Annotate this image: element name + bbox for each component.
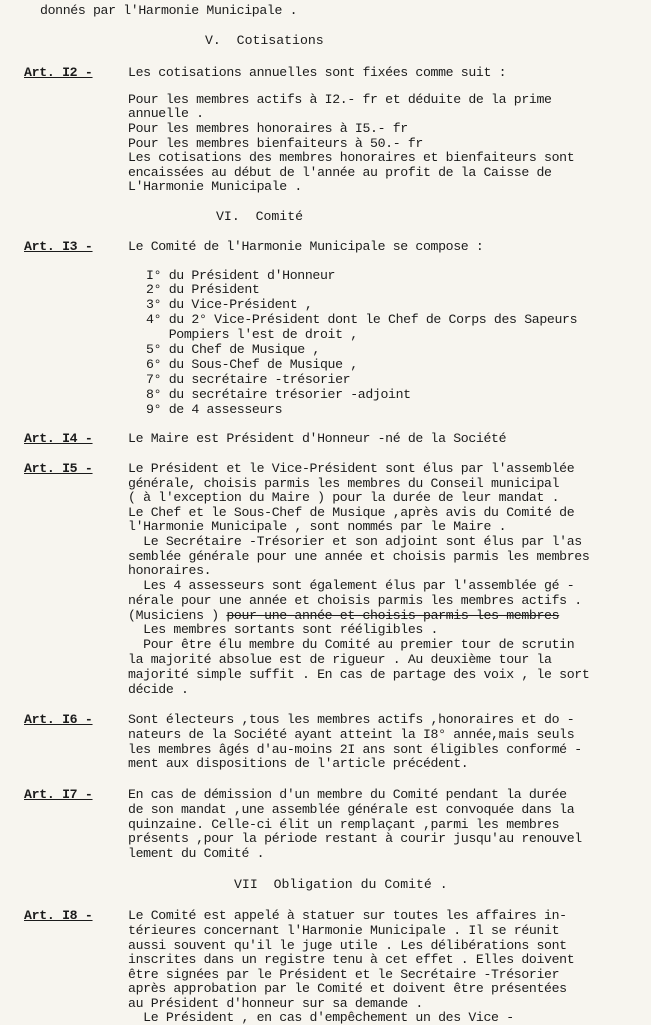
article-17-line: présents ,pour la période restant à courir jusqu'au renouvel xyxy=(128,831,582,846)
article-15-line: l'Harmonie Municipale , sont nommés par le Maire . xyxy=(128,519,507,534)
article-15-line: majorité simple suffit . En cas de partage des voix , le sort xyxy=(128,667,590,682)
struck-text: pour une année et choisis parmis les membres xyxy=(226,608,560,623)
article-label-16: Art. I6 - xyxy=(24,712,93,727)
article-15-line: Les 4 assesseurs sont également élus par l'assemblée gé - xyxy=(128,578,575,593)
article-label-13: Art. I3 - xyxy=(24,239,93,254)
article-13-item: 9° de 4 assesseurs xyxy=(146,402,283,417)
article-12-line: Pour les membres actifs à I2.- fr et déduite de la prime xyxy=(128,92,552,107)
section-heading-cotisations: V. Cotisations xyxy=(205,33,324,48)
article-13-item: Pompiers l'est de droit , xyxy=(146,327,358,342)
article-label-17: Art. I7 - xyxy=(24,787,93,802)
article-15-line: honoraires. xyxy=(128,563,212,578)
article-17-line: lement du Comité . xyxy=(128,846,265,861)
article-18-line: Le Président , en cas d'empêchement un des Vice - xyxy=(128,1010,514,1025)
article-15-line: Le Chef et le Sous-Chef de Musique ,après avis du Comité de xyxy=(128,505,575,520)
article-13-item: 7° du secrétaire -trésorier xyxy=(146,372,351,387)
article-14-text: Le Maire est Président d'Honneur -né de la Société xyxy=(128,431,507,446)
article-12-intro: Les cotisations annuelles sont fixées comme suit : xyxy=(128,65,507,80)
article-15-line: Le Secrétaire -Trésorier et son adjoint sont élus par l'as xyxy=(128,534,582,549)
article-label-12: Art. I2 - xyxy=(24,65,93,80)
article-16-line: ment aux dispositions de l'article précédent. xyxy=(128,756,469,771)
article-13-item: I° du Président d'Honneur xyxy=(146,268,336,283)
article-12-line: Les cotisations des membres honoraires et bienfaiteurs sont xyxy=(128,150,575,165)
article-15-line: Pour être élu membre du Comité au premier tour de scrutin xyxy=(128,637,575,652)
article-18-line: au Président d'honneur sur sa demande . xyxy=(128,996,423,1011)
article-18-line: après approbation par le Comité et doivent être présentées xyxy=(128,981,567,996)
article-16-line: nateurs de la Société ayant atteint la I8° année,mais seuls xyxy=(128,727,575,742)
article-18-line: inscrites dans un registre tenu à cet effet . Elles doivent xyxy=(128,952,575,967)
article-13-item: 4° du 2° Vice-Président dont le Chef de Corps des Sapeurs xyxy=(146,312,578,327)
article-13-item: 2° du Président xyxy=(146,282,260,297)
article-18-line: térieures concernant l'Harmonie Municipale . Il se réunit xyxy=(128,923,560,938)
section-heading-obligation: VII Obligation du Comité . xyxy=(234,877,448,892)
article-15-line: Le Président et le Vice-Président sont élus par l'assemblée xyxy=(128,461,575,476)
article-16-line: Sont électeurs ,tous les membres actifs ,honoraires et do - xyxy=(128,712,575,727)
article-15-line: semblée générale pour une année et choisis parmis les membres xyxy=(128,549,590,564)
article-18-line: être signées par le Président et le Secrétaire -Trésorier xyxy=(128,967,560,982)
article-13-item: 8° du secrétaire trésorier -adjoint xyxy=(146,387,411,402)
article-17-line: quinzaine. Celle-ci élit un remplaçant ,parmi les membres xyxy=(128,817,560,832)
article-15-line: nérale pour une année et choisis parmis les membres actifs . xyxy=(128,593,582,608)
article-label-15: Art. I5 - xyxy=(24,461,93,476)
article-15-line: ( à l'exception du Maire ) pour la durée de leur mandat . xyxy=(128,490,560,505)
article-15-line-with-strike xyxy=(128,609,559,623)
article-label-14: Art. I4 - xyxy=(24,431,93,446)
article-17-line: En cas de démission d'un membre du Comité pendant la durée xyxy=(128,787,567,802)
article-12-line: annuelle . xyxy=(128,106,204,121)
article-15-line: générale, choisis parmis les membres du Conseil municipal xyxy=(128,476,560,491)
article-13-intro: Le Comité de l'Harmonie Municipale se compose : xyxy=(128,239,484,254)
article-15-line: Les membres sortants sont rééligibles . xyxy=(128,622,439,637)
article-label-18: Art. I8 - xyxy=(24,908,93,923)
article-16-line: les membres âgés d'au-moins 2I ans sont éligibles conformé - xyxy=(128,742,582,757)
article-12-line: L'Harmonie Municipale . xyxy=(128,179,302,194)
section-heading-comite: VI. Comité xyxy=(216,209,304,224)
article-18-line: aussi souvent qu'il le juge utile . Les délibérations sont xyxy=(128,938,567,953)
article-18-line: Le Comité est appelé à statuer sur toutes les affaires in- xyxy=(128,908,567,923)
article-12-line: Pour les membres bienfaiteurs à 50.- fr xyxy=(128,136,423,151)
article-13-item: 5° du Chef de Musique , xyxy=(146,342,320,357)
article-15-line: décide . xyxy=(128,682,189,697)
article-15-line: la majorité absolue est de rigueur . Au deuxième tour la xyxy=(128,652,552,667)
article-12-line: Pour les membres honoraires à I5.- fr xyxy=(128,121,408,136)
article-12-line: encaissées au début de l'année au profit de la Caisse de xyxy=(128,165,552,180)
article-17-line: de son mandat ,une assemblée générale est convoquée dans la xyxy=(128,802,575,817)
article-13-item: 3° du Vice-Président , xyxy=(146,297,313,312)
article-13-item: 6° du Sous-Chef de Musique , xyxy=(146,357,358,372)
top-line: donnés par l'Harmonie Municipale . xyxy=(40,3,298,18)
article-15-line: (Musiciens ) xyxy=(128,608,227,623)
